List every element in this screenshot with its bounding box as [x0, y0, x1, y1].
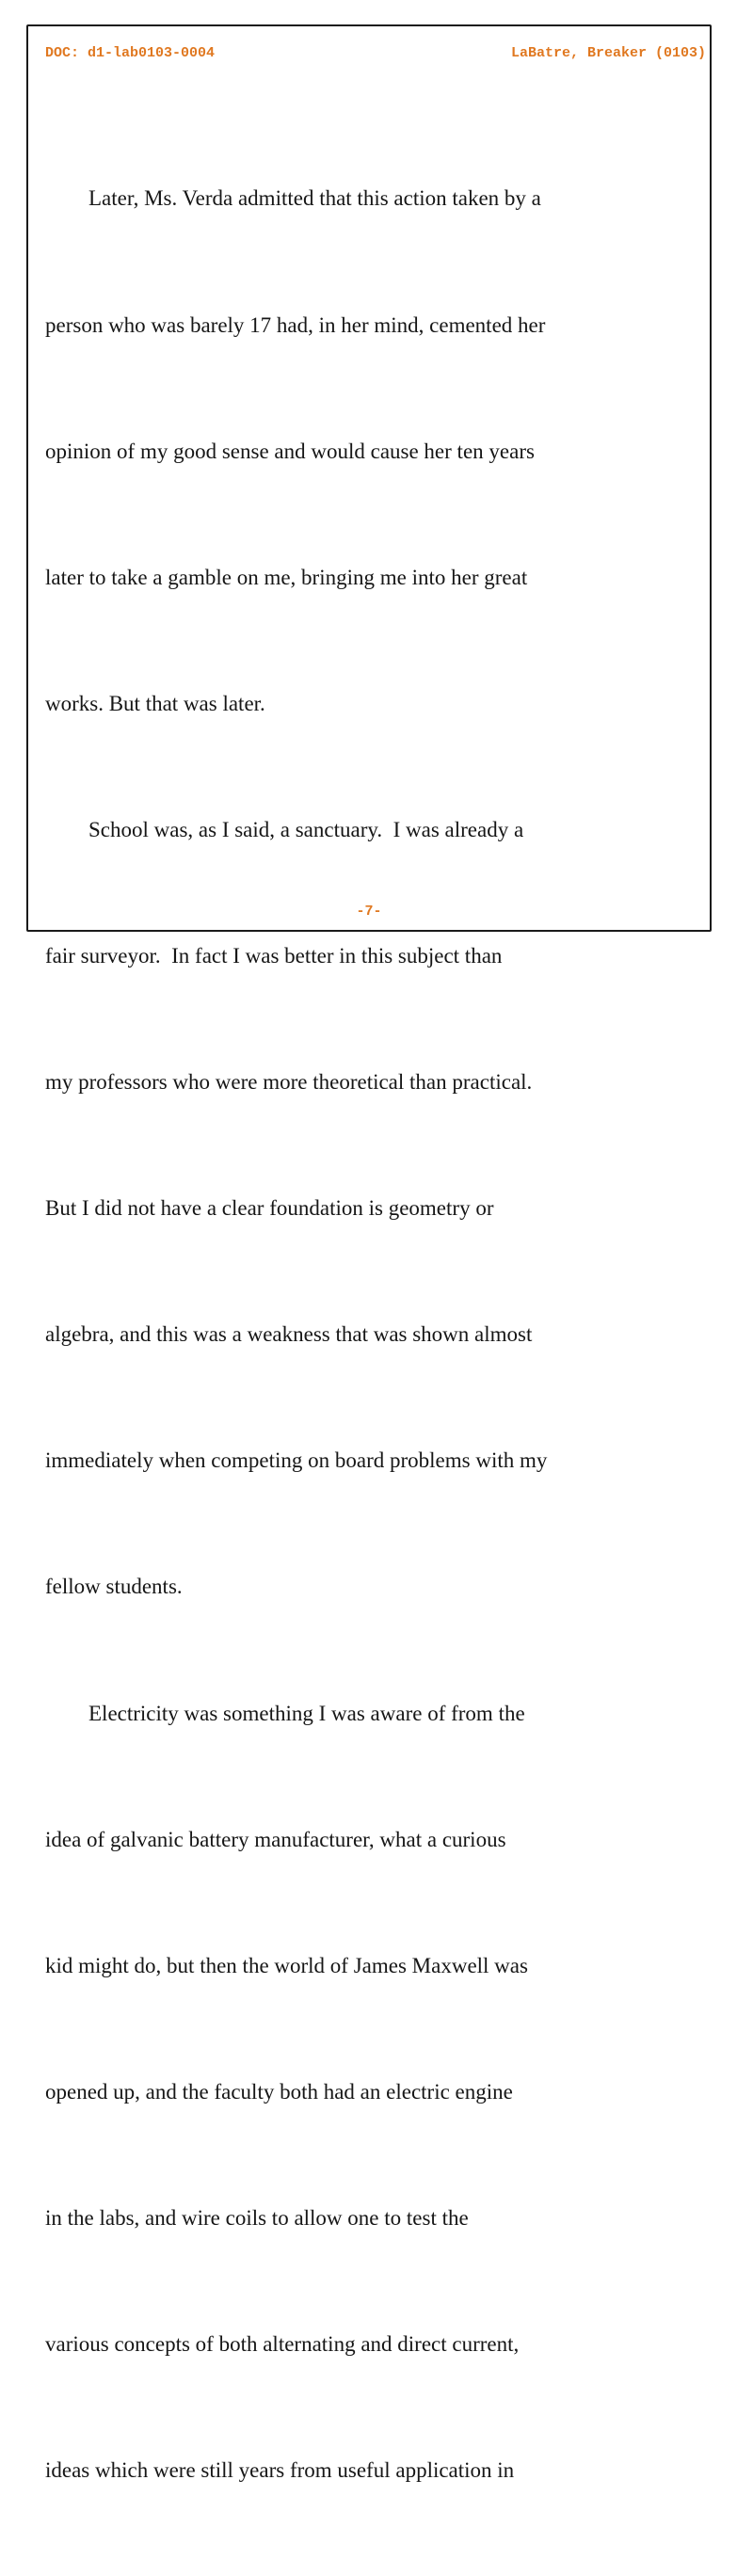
text-line: Electricity was something I was aware of from the: [88, 1701, 525, 1725]
text-line: person who was barely 17 had, in her mind, cemented her: [45, 312, 546, 337]
text-line: later to take a gamble on me, bringing me into her great: [45, 565, 528, 589]
document-page: [26, 24, 712, 2483]
text-line: idea of galvanic battery manufacturer, what a curious: [45, 1827, 506, 1851]
text-line: works. But that was later.: [45, 691, 265, 715]
document-id: DOC: d1-lab0103-0004: [45, 45, 216, 61]
text-line: fellow students.: [45, 1575, 183, 1599]
text-line: in the labs, and wire coils to allow one to test the: [45, 2205, 469, 2230]
text-line: my professors who were more theoretical than practical.: [45, 1070, 533, 1095]
text-line: opened up, and the faculty both had an electric engine: [45, 2079, 513, 2104]
text-line: fair surveyor. In fact I was better in this subject than: [45, 943, 503, 968]
text-line: Later, Ms. Verda admitted that this action taken by a: [88, 186, 541, 211]
body-text: [45, 94, 713, 2576]
text-line: School was, as I said, a sanctuary. I was already a: [88, 817, 524, 841]
text-line: immediately when competing on board problems with my: [45, 1448, 548, 1473]
text-line: opinion of my good sense and would cause her ten years: [45, 439, 535, 463]
page-header: [45, 45, 706, 64]
text-line: But I did not have a clear foundation is geometry or: [45, 1196, 494, 1221]
page-number: -7-: [356, 904, 382, 920]
text-line: various concepts of both alternating and direct current,: [45, 2332, 520, 2356]
text-line: algebra, and this was a weakness that was shown almost: [45, 1322, 533, 1347]
author-label: LaBatre, Breaker (0103): [510, 45, 706, 61]
text-line: ideas which were still years from useful application in: [45, 2458, 515, 2483]
text-line: kid might do, but then the world of James Maxwell was: [45, 1953, 528, 1977]
